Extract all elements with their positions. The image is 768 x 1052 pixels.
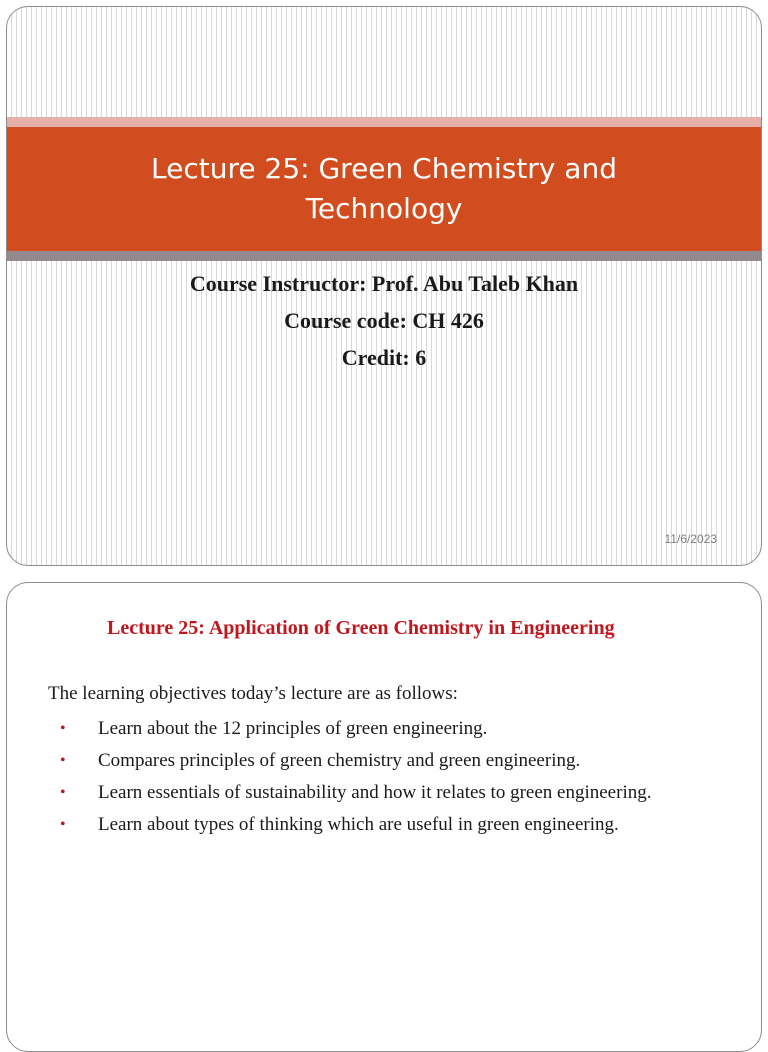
bullet-icon: •: [60, 720, 66, 737]
title-band: [7, 127, 761, 251]
title-band-bottom-stripe: [7, 251, 761, 261]
slide-heading: Lecture 25: Application of Green Chemistry in Engineering: [107, 617, 615, 639]
course-code: Course code: CH 426: [284, 308, 484, 333]
list-item: [48, 747, 704, 775]
course-credit: Credit: 6: [341, 345, 427, 370]
list-item-text: Learn about types of thinking which are useful in green engineering.: [98, 814, 619, 835]
objectives-intro: The learning objectives today’s lecture are as follows:: [48, 683, 458, 704]
slide-title: Lecture 25: Green Chemistry and Technology: [151, 152, 617, 225]
list-item: [48, 715, 704, 743]
bullet-icon: •: [60, 784, 66, 801]
title-slide: [6, 6, 762, 566]
course-instructor: Course Instructor: Prof. Abu Taleb Khan: [189, 271, 579, 296]
bullet-icon: •: [60, 816, 66, 833]
list-item-text: Compares principles of green chemistry and green engineering.: [98, 750, 581, 771]
list-item: [48, 811, 704, 839]
bullet-icon: •: [60, 752, 66, 769]
title-band-top-stripe: [7, 117, 761, 127]
list-item-text: Learn essentials of sustainability and how it relates to green engineering.: [98, 782, 652, 803]
course-info: [7, 265, 761, 376]
objectives-list: [48, 715, 704, 843]
list-item: [48, 779, 704, 807]
list-item-text: Learn about the 12 principles of green engineering.: [98, 718, 488, 739]
slide-date: 11/6/2023: [664, 532, 717, 546]
objectives-slide: [6, 582, 762, 1052]
